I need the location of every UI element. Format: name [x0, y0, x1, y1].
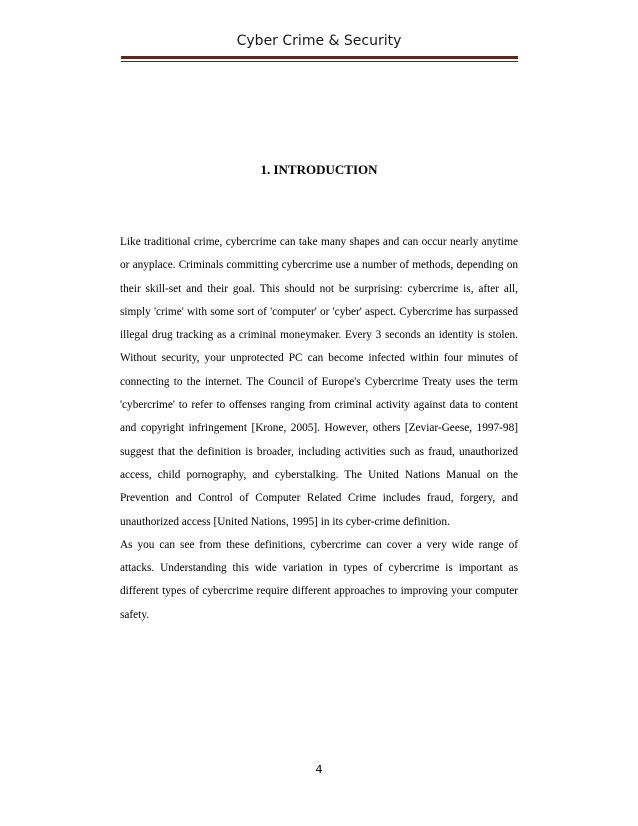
paragraph-summary: As you can see from these definitions, cybercrime can cover a very wide range of attacks. Understanding this wide variation in types of cybercrime is important as different types of cybercrime require different approaches to improving your computer safety. — [120, 538, 518, 621]
paragraph-definitions: Like traditional crime, cybercrime can take many shapes and can occur nearly anytime or anyplace. Criminals committing cybercrime use a number of methods, depending on their skill-set and their goal. This should not be surprising: cybercrime is, after all, simply 'crime' with some sort of 'computer' or 'cyber' aspect. Cybercrime has surpassed illegal drug tracking as a criminal moneymaker. Every 3 seconds an identity is stolen. Without security, your unprotected PC can become infected within four minutes of connecting to the internet. The Council of Europe's Cybercrime Treaty uses the term 'cybercrime' to refer to offenses ranging from criminal activity against data to content and copyright infringement [Krone, 2005]. However, others [Zeviar-Geese, 1997-98] suggest that the definition is broader, including activities such as fraud, unauthorized access, child pornography, and cyberstalking. The United Nations Manual on the Prevention and Control of Computer Related Crime includes fraud, forgery, and unauthorized access [United Nations, 1995] in its cyber-crime definition. — [120, 236, 518, 528]
running-header-title: Cyber Crime & Security — [236, 33, 402, 49]
header-rule-thin — [121, 61, 518, 62]
header-rule-thick — [121, 56, 518, 59]
section-heading: 1. INTRODUCTION — [260, 162, 378, 177]
body-text — [120, 231, 518, 627]
page-number: 4 — [315, 763, 323, 776]
